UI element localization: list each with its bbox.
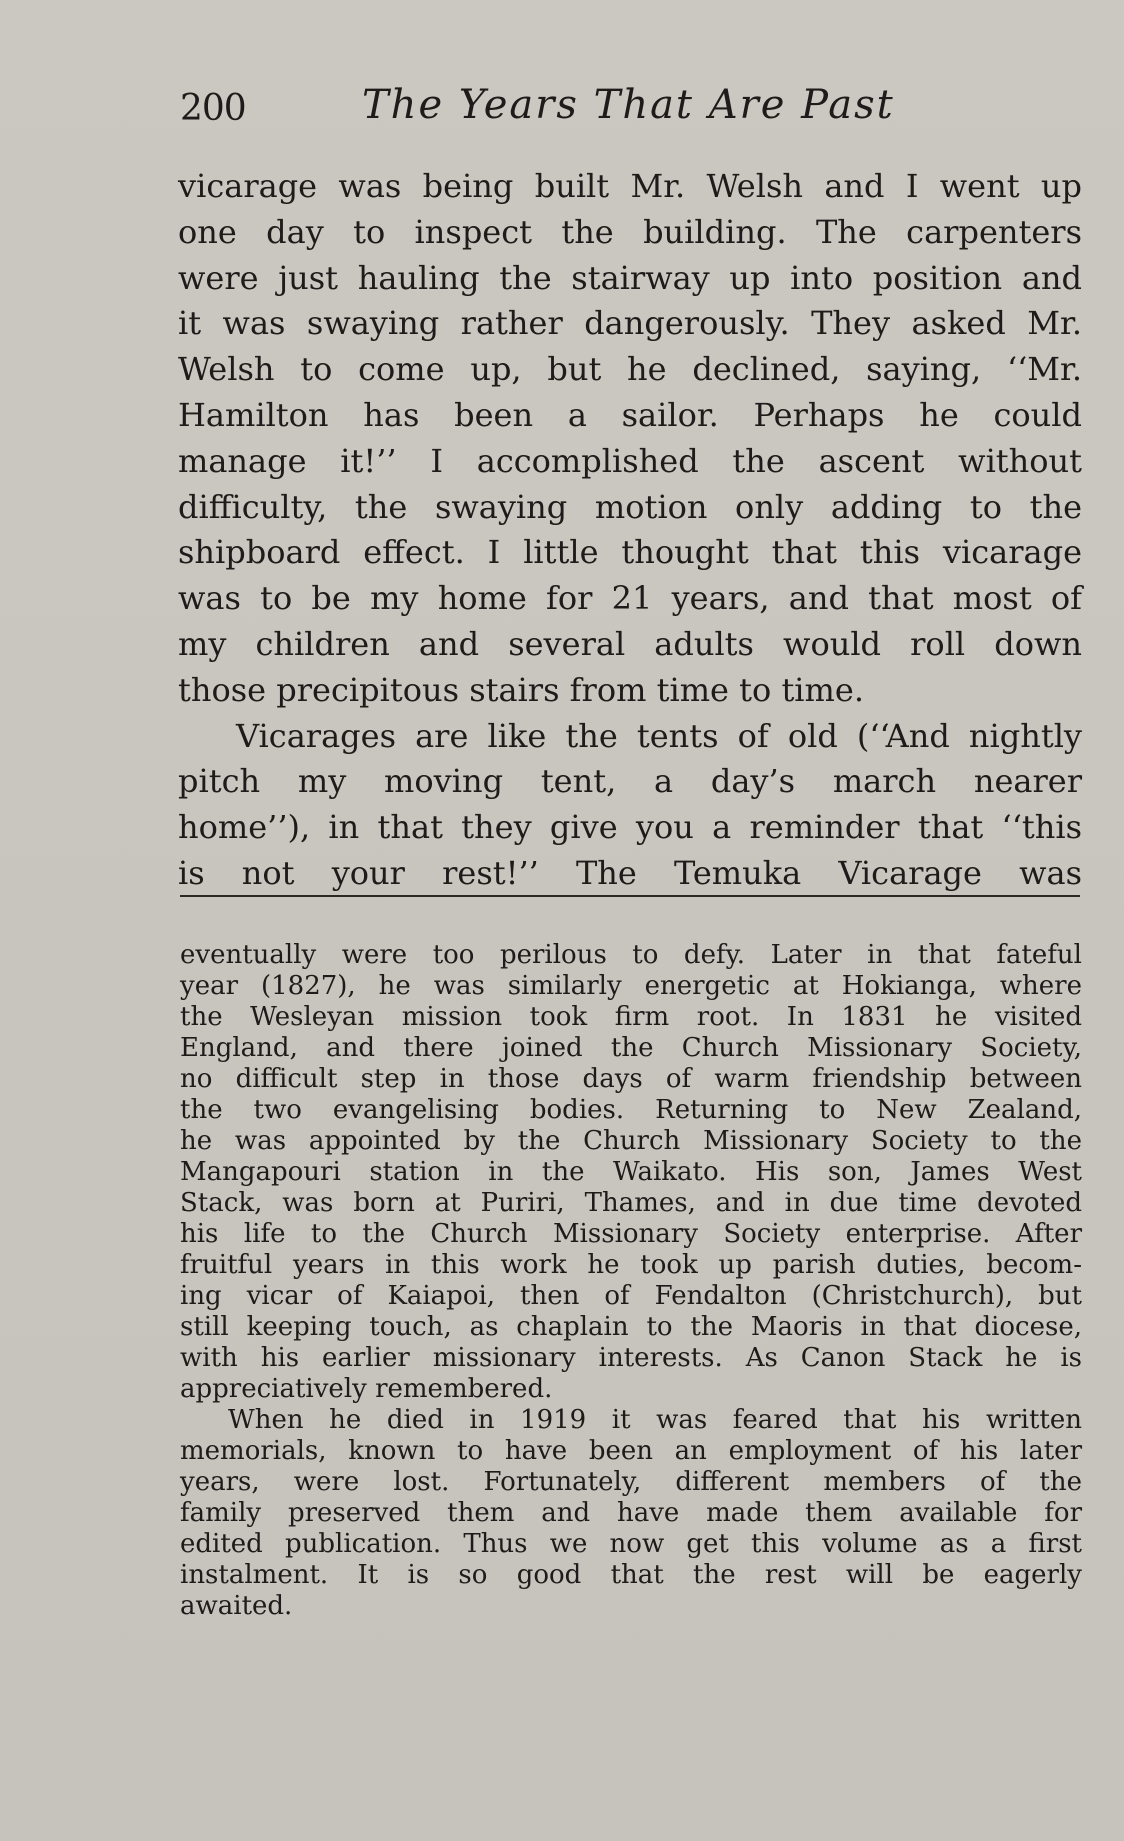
footnote-line: his life to the Church Missionary Society enterprise. After (180, 1219, 1082, 1249)
footnote-line: England, and there joined the Church Missionary Society, (180, 1033, 1082, 1063)
footnote-line: edited publication. Thus we now get this volume as a first (180, 1529, 1082, 1559)
text-line: Welsh to come up, but he declined, saying, ‘‘Mr. (178, 350, 1082, 389)
footnote-line: still keeping touch, as chaplain to the Maoris in that diocese, (180, 1312, 1082, 1342)
footnote-line: fruitful years in this work he took up parish duties, becom- (180, 1250, 1082, 1280)
footnote-line: the two evangelising bodies. Returning to New Zealand, (180, 1095, 1082, 1125)
text-line: my children and several adults would roll down (178, 624, 1082, 663)
footnote-line: family preserved them and have made them available for (180, 1498, 1082, 1528)
text-line: manage it!’’ I accomplished the ascent without (178, 441, 1082, 480)
text-line: difficulty, the swaying motion only adding to the (178, 487, 1082, 526)
text-line: were just hauling the stairway up into position and (178, 258, 1082, 297)
footnote-line: years, were lost. Fortunately, different members of the (180, 1467, 1082, 1497)
footnote-line: eventually were too perilous to defy. Later in that fateful (180, 940, 1082, 970)
footnote-line: no difficult step in those days of warm friendship between (180, 1064, 1082, 1094)
footnote-divider (180, 895, 1080, 897)
text-line: is not your rest!’’ The Temuka Vicarage was (178, 853, 1082, 892)
text-line: Vicarages are like the tents of old (‘‘And nightly (236, 716, 1082, 755)
footnote-line: ing vicar of Kaiapoi, then of Fendalton (Christchurch), but (180, 1281, 1082, 1311)
text-line: Hamilton has been a sailor. Perhaps he could (178, 395, 1082, 434)
page-number: 200 (180, 88, 246, 129)
footnote-line: he was appointed by the Church Missionary Society to the (180, 1126, 1082, 1156)
footnote-line: awaited. (180, 1591, 293, 1621)
footnote-line: Mangapouri station in the Waikato. His son, James West (180, 1157, 1082, 1187)
footnote-line: the Wesleyan mission took firm root. In 1831 he visited (180, 1002, 1082, 1032)
footnote-line: year (1827), he was similarly energetic at Hokianga, where (180, 971, 1082, 1001)
page-header (180, 82, 1080, 142)
text-line: it was swaying rather dangerously. They asked Mr. (178, 304, 1082, 343)
text-line: one day to inspect the building. The carpenters (178, 212, 1082, 251)
text-line: home’’), in that they give you a reminder that ‘‘this (178, 808, 1082, 847)
text-line: was to be my home for 21 years, and that most of (178, 579, 1082, 618)
footnote-line: Stack, was born at Puriri, Thames, and in due time devoted (180, 1188, 1082, 1218)
text-line: those precipitous stairs from time to time. (178, 670, 864, 709)
footnote-text (180, 940, 1082, 1622)
text-line: pitch my moving tent, a day’s march nearer (178, 762, 1082, 801)
text-line: vicarage was being built Mr. Welsh and I went up (178, 167, 1082, 205)
text-line: shipboard effect. I little thought that this vicarage (178, 533, 1082, 572)
main-text (178, 164, 1082, 897)
footnote-line: memorials, known to have been an employment of his later (180, 1436, 1082, 1466)
footnote-line: instalment. It is so good that the rest will be eagerly (180, 1560, 1082, 1590)
footnote-line: with his earlier missionary interests. As Canon Stack he is (180, 1343, 1082, 1373)
running-title: The Years That Are Past (362, 82, 895, 128)
footnote-line: appreciatively remembered. (180, 1374, 553, 1404)
footnote-line: When he died in 1919 it was feared that his written (228, 1405, 1082, 1435)
